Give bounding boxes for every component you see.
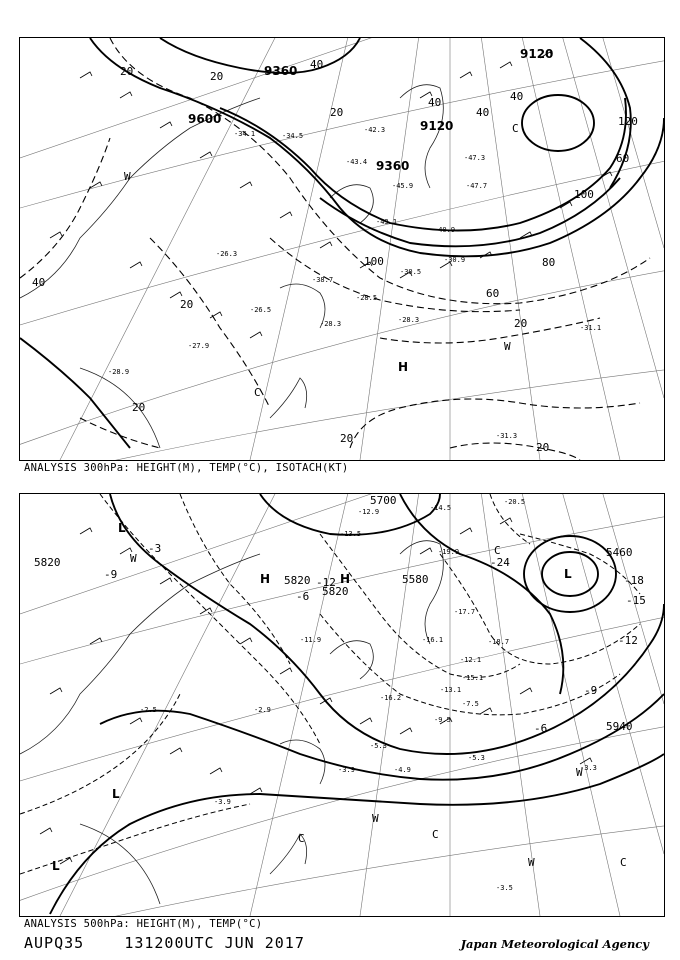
height-label: 5940: [606, 720, 633, 733]
temp-value: -15.1: [462, 674, 484, 682]
temp-value: -7.5: [462, 700, 479, 708]
temp-value: -42.3: [364, 126, 386, 134]
high-center-label: H: [260, 572, 271, 586]
map-300hpa-canvas: [20, 38, 664, 460]
map-500hpa-canvas: [20, 494, 664, 916]
cold-center-label: C: [512, 122, 519, 135]
temp-value: -30.9: [444, 256, 466, 264]
isotherm-label: -6: [296, 590, 310, 603]
graticule: [20, 38, 664, 460]
temp-value: -47.3: [464, 154, 486, 162]
isotach-labels: [32, 58, 638, 454]
temp-value: -30.5: [400, 268, 422, 276]
warm-center-label: W: [528, 856, 535, 869]
isotach-label: 80: [542, 256, 556, 269]
warm-center-label: W: [504, 340, 511, 353]
isotach-label: 20: [210, 70, 224, 83]
isotherm-label: -9: [104, 568, 118, 581]
isotach-label: 40: [476, 106, 490, 119]
isotherm-label: -3: [148, 542, 162, 555]
isotach-label: 20: [120, 65, 134, 78]
temp-value: -3.3: [580, 764, 597, 772]
top-panel-caption: ANALYSIS 300hPa: HEIGHT(M), TEMP(°C), ISOTACH(KT): [24, 462, 349, 474]
isotherm-label: -15: [626, 594, 646, 607]
height-contours: [50, 494, 664, 914]
analysis-500hpa-map: [19, 493, 665, 917]
isotherm-label: -9: [584, 684, 598, 697]
temp-value: -3.9: [338, 766, 355, 774]
cold-center-label: C: [620, 856, 627, 869]
warm-center-label: W: [130, 552, 137, 565]
temp-value: -2.9: [254, 706, 271, 714]
temp-value: -17.7: [454, 608, 476, 616]
temp-value: -34.5: [282, 132, 304, 140]
agency-credit: Japan Meteorological Agency: [460, 937, 649, 951]
height-label: 5820: [322, 585, 349, 598]
isotach-label: 120: [618, 115, 638, 128]
wind-barbs: [40, 518, 592, 864]
height-label: 5460: [606, 546, 633, 559]
temp-value: -28.3: [398, 316, 420, 324]
low-center-label: L: [118, 521, 126, 535]
isotherm-label: -6: [534, 722, 548, 735]
height-label: 9360: [376, 159, 410, 173]
temp-value: -5.3: [370, 742, 387, 750]
height-label: 5820: [284, 574, 311, 587]
isotach-label: 20: [536, 441, 550, 454]
cold-center-label: C: [432, 828, 439, 841]
temp-value: -26.3: [216, 250, 238, 258]
temp-value: -18.7: [488, 638, 510, 646]
low-center-label: L: [564, 567, 572, 581]
temp-value: -47.7: [466, 182, 488, 190]
temp-value: -31.1: [580, 324, 602, 332]
wind-barbs: [50, 52, 612, 338]
isotach-label: 100: [574, 188, 594, 201]
product-header: [24, 934, 305, 952]
temp-value: -27.9: [188, 342, 210, 350]
temp-value: -45.9: [392, 182, 414, 190]
isotach-label: 40: [310, 58, 324, 71]
warm-center-label: W: [576, 766, 583, 779]
isotach-label: 40: [32, 276, 46, 289]
temp-value: -13.1: [440, 686, 462, 694]
temp-value: -14.5: [430, 504, 452, 512]
height-label: 5820: [34, 556, 61, 569]
temp-value: -28.9: [108, 368, 130, 376]
temp-value: -12.1: [460, 656, 482, 664]
temp-value: -26.5: [250, 306, 272, 314]
height-label: 5580: [402, 573, 429, 586]
isotach-label: 20: [180, 298, 194, 311]
cold-center-label: C: [494, 544, 501, 557]
temp-value: -19.9: [438, 548, 460, 556]
valid-time: 131200UTC JUN 2017: [124, 934, 305, 952]
height-label: 9600: [188, 112, 222, 126]
product-code: AUPQ35: [24, 934, 85, 952]
isotach-label: 40: [428, 96, 442, 109]
height-labels: [188, 47, 553, 173]
temp-value: -16.1: [422, 636, 444, 644]
isotherm-label: -24: [490, 556, 510, 569]
temp-value: -12.9: [358, 508, 380, 516]
height-label: 5700: [370, 494, 397, 507]
cold-center-label: C: [298, 832, 305, 845]
temp-value: -28.3: [320, 320, 342, 328]
temp-value: -28.5: [356, 294, 378, 302]
isotach-label: 60: [486, 287, 500, 300]
temp-value: -11.9: [300, 636, 322, 644]
temp-value: -20.5: [504, 498, 526, 506]
temp-value: -3.5: [496, 884, 513, 892]
height-label: 9120: [420, 119, 454, 133]
high-center-label: H: [340, 572, 351, 586]
isotach-label: 100: [364, 255, 384, 268]
isotach-label: 40: [510, 90, 524, 103]
temp-value: -13.5: [340, 530, 362, 538]
isotach-label: 60: [616, 152, 630, 165]
bottom-panel-caption: ANALYSIS 500hPa: HEIGHT(M), TEMP(°C): [24, 918, 263, 930]
temp-value: -34.1: [234, 130, 256, 138]
cold-center-label: C: [254, 386, 261, 399]
temp-value: -16.2: [380, 694, 402, 702]
height-label: 9120: [520, 47, 554, 61]
isotherm-label: -12: [316, 576, 336, 589]
isotherms: [20, 494, 640, 874]
isotach-label: 20: [330, 106, 344, 119]
temp-value: -2.5: [140, 706, 157, 714]
warm-center-label: W: [124, 170, 131, 183]
high-center-label: H: [398, 360, 409, 374]
temp-value: -4.9: [394, 766, 411, 774]
warm-center-label: W: [372, 812, 379, 825]
isotherm-label: -12: [618, 634, 638, 647]
temp-value: -43.4: [346, 158, 368, 166]
temp-value: -5.3: [468, 754, 485, 762]
isotachs: [20, 38, 650, 460]
isotach-label: 20: [340, 432, 354, 445]
temp-value: -38.7: [312, 276, 334, 284]
temperature-values: [108, 126, 601, 440]
isotherm-label: -18: [624, 574, 644, 587]
low-center-label: L: [52, 859, 60, 873]
temp-value: -9.5: [434, 716, 451, 724]
temp-value: -3.9: [214, 798, 231, 806]
height-label: 9360: [264, 64, 298, 78]
coastlines: [20, 541, 443, 904]
temp-value: -43.1: [376, 218, 398, 226]
low-center-label: L: [112, 787, 120, 801]
temp-value: -31.3: [496, 432, 518, 440]
analysis-300hpa-map: [19, 37, 665, 461]
graticule: [20, 494, 664, 916]
isotach-label: 20: [132, 401, 146, 414]
temp-value: -40.9: [434, 226, 456, 234]
isotach-label: 20: [514, 317, 528, 330]
